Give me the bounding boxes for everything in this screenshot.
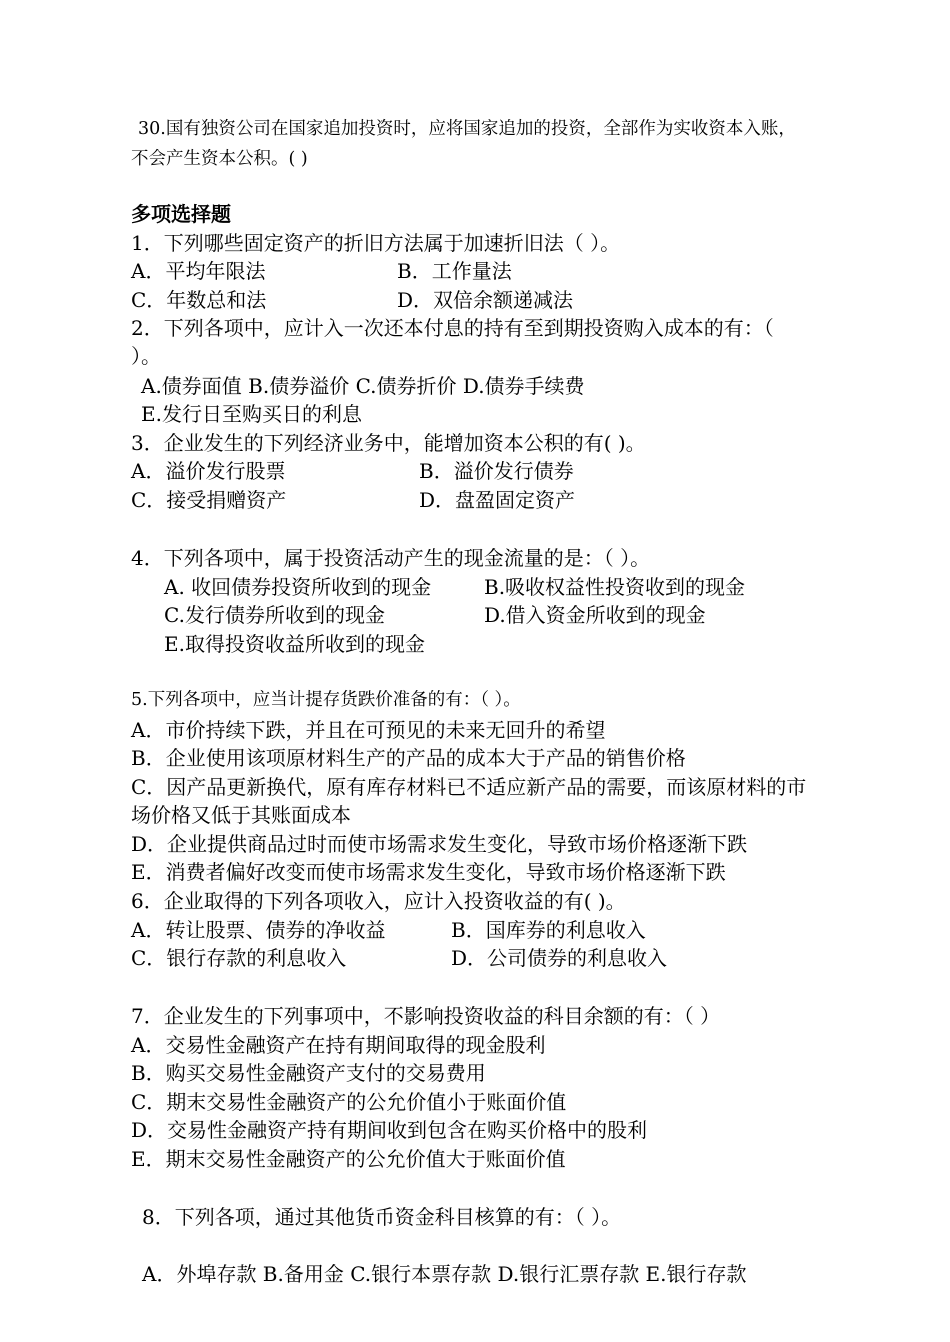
q3-stem: 3．企业发生的下列经济业务中，能增加资本公积的有( )。 bbox=[131, 431, 646, 455]
q5-stem: 5.下列各项中，应当计提存货跌价准备的有：（ ）。 bbox=[131, 690, 521, 710]
q4-option-e: E.取得投资收益所收到的现金 bbox=[164, 632, 425, 656]
q7-option-b: B．购买交易性金融资产支付的交易费用 bbox=[131, 1061, 486, 1085]
q30-line2: 不会产生资本公积。( ) bbox=[131, 149, 308, 169]
q3-option-a: A．溢价发行股票 bbox=[131, 459, 286, 483]
section-title: 多项选择题 bbox=[131, 202, 231, 226]
q1-stem: 1．下列哪些固定资产的折旧方法属于加速折旧法（ ）。 bbox=[131, 231, 621, 255]
q6-option-d: D．公司债券的利息收入 bbox=[451, 946, 668, 970]
q6-option-b: B．国库券的利息收入 bbox=[451, 918, 646, 942]
q1-option-a: A．平均年限法 bbox=[131, 259, 266, 283]
q4-option-d: D.借入资金所收到的现金 bbox=[484, 603, 706, 627]
q5-option-c-line1: C．因产品更新换代，原有库存材料已不适应新产品的需要，而该原材料的市 bbox=[131, 775, 807, 799]
q2-stem-line1: 2．下列各项中，应计入一次还本付息的持有至到期投资购入成本的有：（ bbox=[131, 316, 774, 340]
q4-option-c: C.发行债券所收到的现金 bbox=[164, 603, 385, 627]
q8-options: A．外埠存款 B.备用金 C.银行本票存款 D.银行汇票存款 E.银行存款 bbox=[142, 1262, 747, 1286]
q1-option-c: C．年数总和法 bbox=[131, 288, 267, 312]
q5-option-a: A．市价持续下跌，并且在可预见的未来无回升的希望 bbox=[131, 718, 606, 742]
q4-option-b: B.吸收权益性投资收到的现金 bbox=[484, 575, 746, 599]
q6-stem: 6．企业取得的下列各项收入，应计入投资收益的有( )。 bbox=[131, 889, 626, 913]
q8-stem: 8．下列各项，通过其他货币资金科目核算的有：（ ）。 bbox=[142, 1205, 622, 1229]
q5-option-d: D．企业提供商品过时而使市场需求发生变化，导致市场价格逐渐下跌 bbox=[131, 832, 748, 856]
q6-option-a: A．转让股票、债券的净收益 bbox=[131, 918, 386, 942]
q30-line1: 30.国有独资公司在国家追加投资时，应将国家追加的投资，全部作为实收资本入账， bbox=[138, 119, 796, 139]
q7-option-c: C．期末交易性金融资产的公允价值小于账面价值 bbox=[131, 1090, 567, 1114]
q5-option-c-line2: 场价格又低于其账面成本 bbox=[131, 803, 351, 827]
q5-option-b: B．企业使用该项原材料生产的产品的成本大于产品的销售价格 bbox=[131, 746, 686, 770]
q7-option-a: A．交易性金融资产在持有期间取得的现金股利 bbox=[131, 1033, 546, 1057]
q2-options: A.债券面值 B.债券溢价 C.债券折价 D.债券手续费 bbox=[141, 374, 585, 398]
q4-option-a: A. 收回债券投资所收到的现金 bbox=[164, 575, 432, 599]
q7-option-e: E．期末交易性金融资产的公允价值大于账面价值 bbox=[131, 1147, 566, 1171]
q7-stem: 7．企业发生的下列事项中，不影响投资收益的科目余额的有：（ ） bbox=[131, 1004, 721, 1028]
q4-stem: 4．下列各项中，属于投资活动产生的现金流量的是：（ ）。 bbox=[131, 546, 651, 570]
q6-option-c: C．银行存款的利息收入 bbox=[131, 946, 347, 970]
q7-option-d: D．交易性金融资产持有期间收到包含在购买价格中的股利 bbox=[131, 1118, 648, 1142]
q3-option-c: C．接受捐赠资产 bbox=[131, 488, 287, 512]
q2-stem-line2: ）。 bbox=[131, 344, 161, 368]
q1-option-d: D．双倍余额递减法 bbox=[397, 288, 574, 312]
q2-option-e: E.发行日至购买日的利息 bbox=[141, 402, 362, 426]
q5-option-e: E．消费者偏好改变而使市场需求发生变化，导致市场价格逐渐下跌 bbox=[131, 860, 726, 884]
q3-option-d: D．盘盈固定资产 bbox=[419, 488, 576, 512]
q3-option-b: B．溢价发行债券 bbox=[419, 459, 574, 483]
q1-option-b: B．工作量法 bbox=[397, 259, 512, 283]
